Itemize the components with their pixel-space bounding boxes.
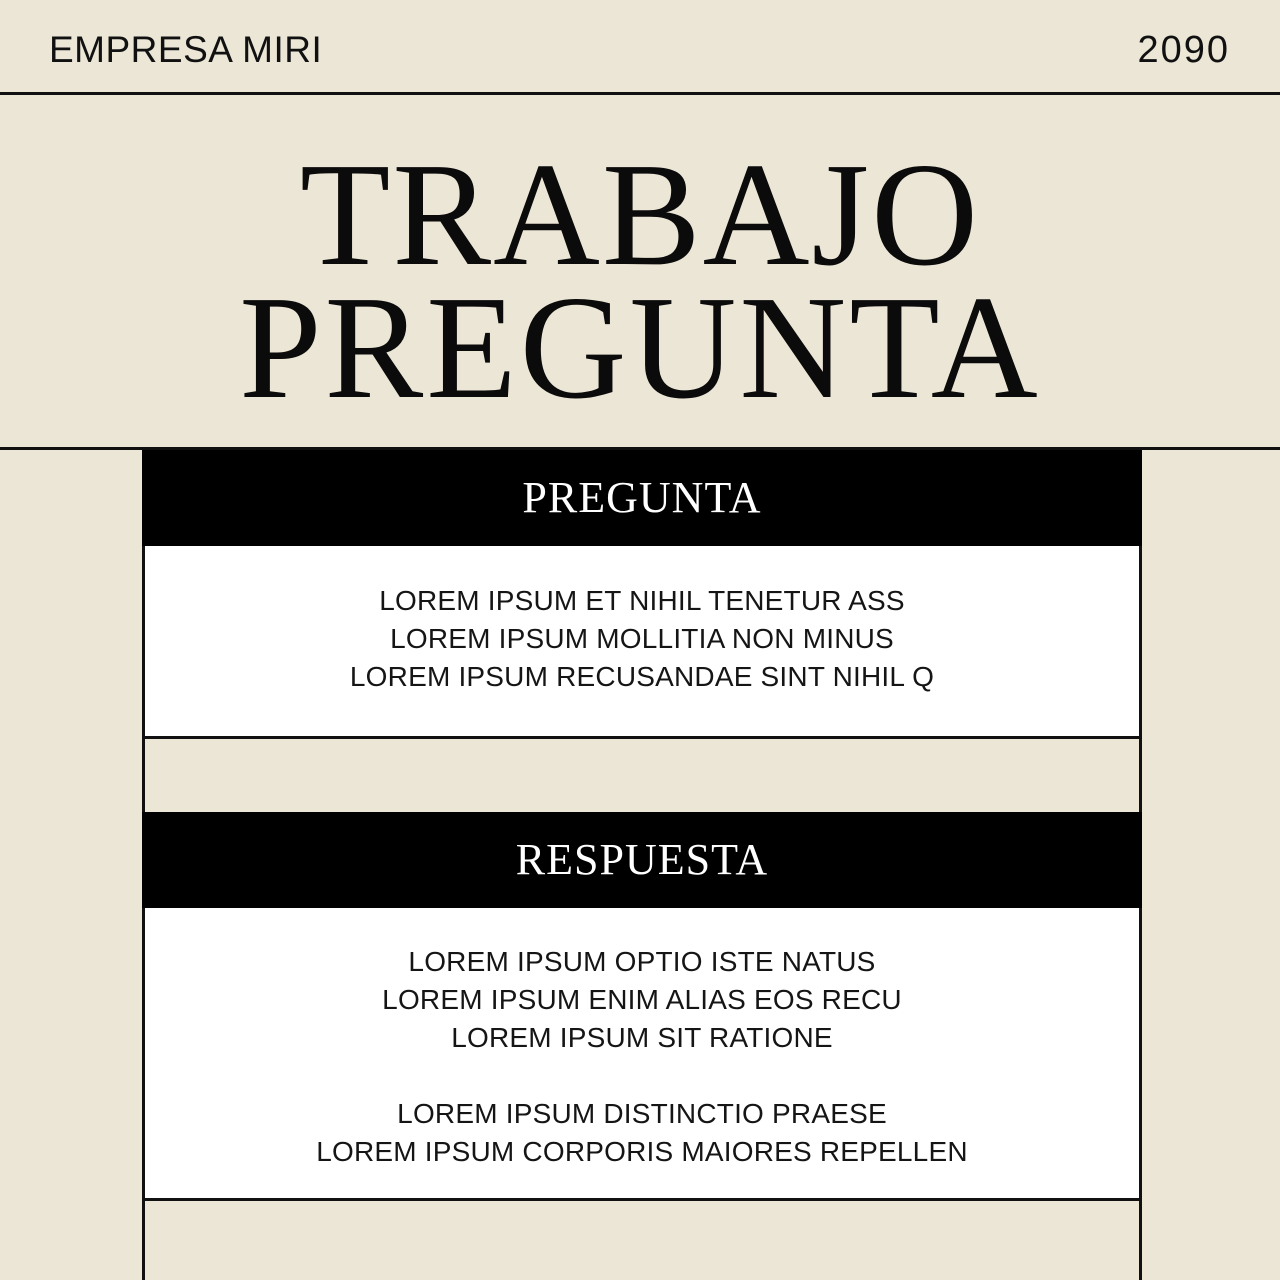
answer-line: LOREM IPSUM ENIM ALIAS EOS RECU bbox=[382, 984, 902, 1015]
answer-body bbox=[145, 908, 1139, 1201]
page-title-line-2: PREGUNTA bbox=[239, 266, 1041, 430]
answer-heading: RESPUESTA bbox=[142, 812, 1142, 908]
content-column bbox=[142, 450, 1142, 1280]
title-area bbox=[0, 95, 1280, 450]
answer-line: LOREM IPSUM CORPORIS MAIORES REPELLEN bbox=[316, 1136, 968, 1167]
answer-line: LOREM IPSUM DISTINCTIO PRAESE bbox=[397, 1098, 887, 1129]
paragraph-spacer bbox=[145, 1057, 1139, 1095]
answer-line: LOREM IPSUM OPTIO ISTE NATUS bbox=[408, 946, 876, 977]
answer-line: LOREM IPSUM SIT RATIONE bbox=[451, 1022, 833, 1053]
year-label: 2090 bbox=[1137, 29, 1230, 71]
question-heading: PREGUNTA bbox=[142, 450, 1142, 546]
company-name: EMPRESA MIRI bbox=[49, 29, 323, 70]
question-line: LOREM IPSUM RECUSANDAE SINT NIHIL Q bbox=[349, 661, 935, 692]
question-line: LOREM IPSUM ET NIHIL TENETUR ASS bbox=[379, 585, 905, 616]
question-body bbox=[145, 546, 1139, 739]
top-bar bbox=[0, 0, 1280, 95]
question-line: LOREM IPSUM MOLLITIA NON MINUS bbox=[390, 623, 894, 654]
page-title-line-1: TRABAJO bbox=[299, 133, 981, 297]
